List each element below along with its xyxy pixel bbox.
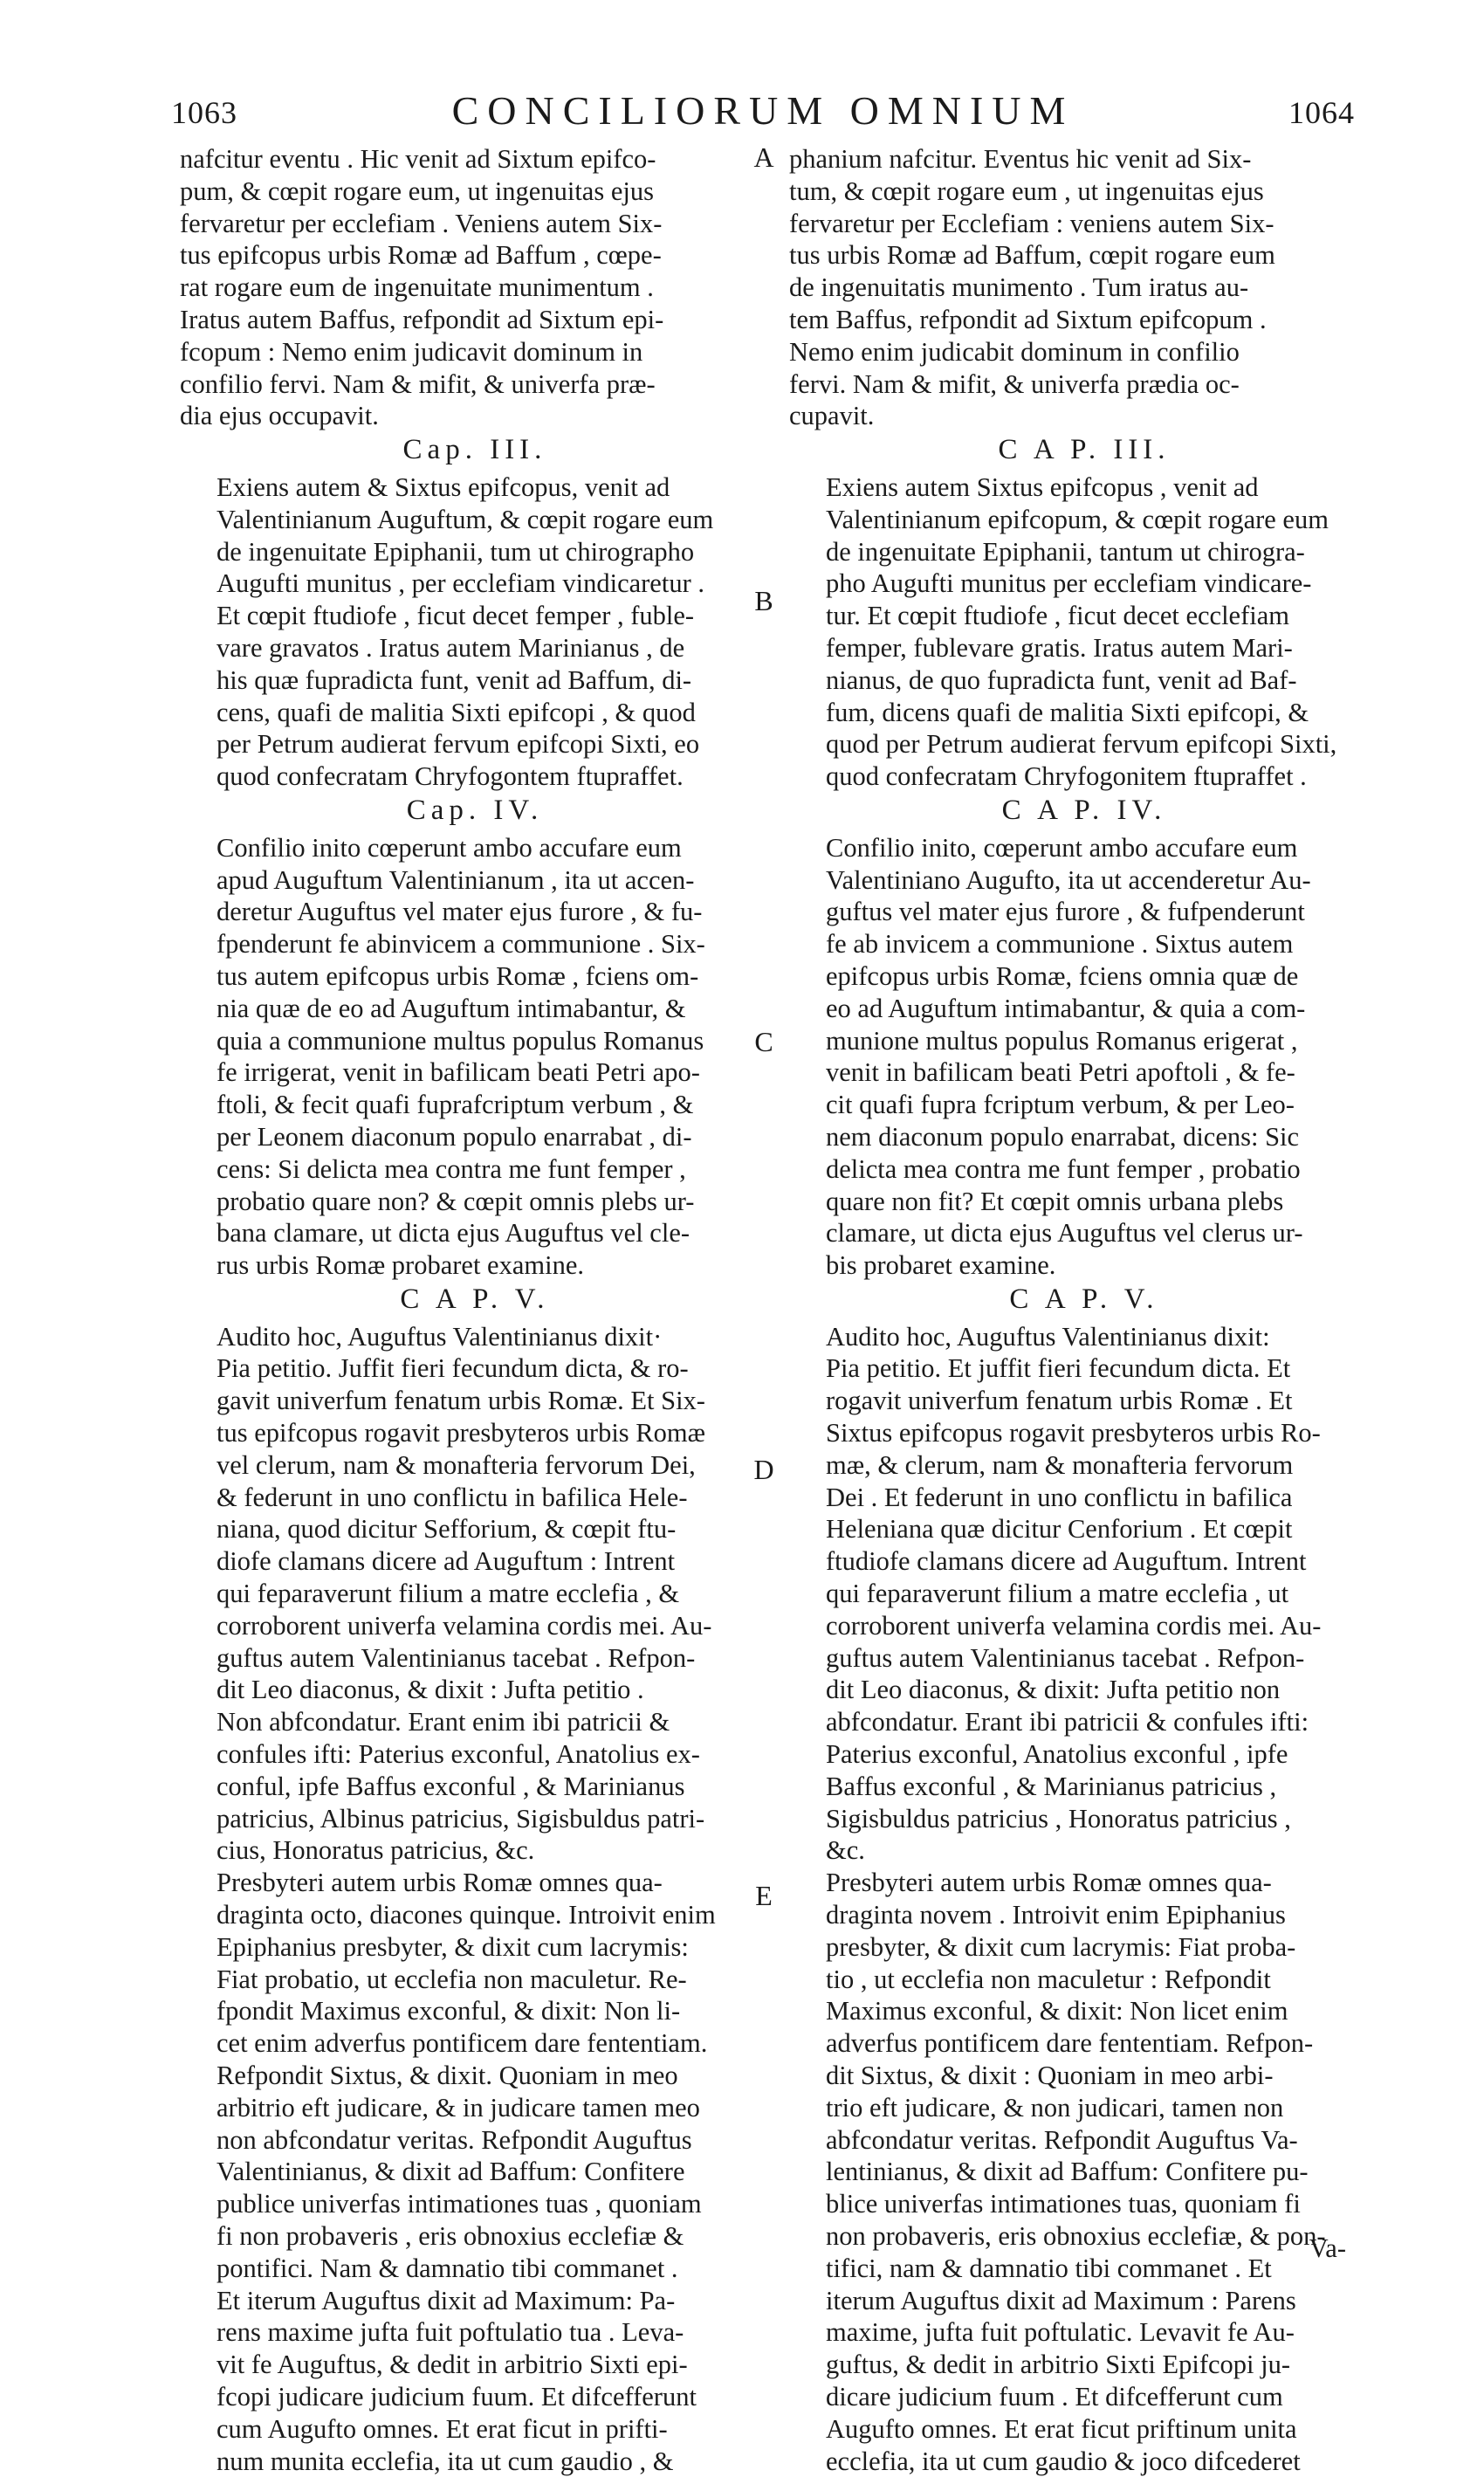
text-line: cit quafi fupra fcriptum verbum, & per Leo- — [826, 1090, 1295, 1120]
margin-letter-d: D — [753, 1454, 774, 1485]
text-line: draginta octo, diacones quinque. Introivit enim — [216, 1900, 716, 1930]
text-line: Confilio inito, cœperunt ambo accufare eum — [826, 832, 1298, 863]
text-line: nem diaconum populo enarrabat, dicens: Sic — [826, 1121, 1300, 1152]
text-line: Sixtus epifcopus rogavit presbyteros urbis Ro- — [826, 1418, 1321, 1448]
text-line: Exiens autem Sixtus epifcopus , venit ad — [826, 471, 1259, 502]
text-line: Valentinianum epifcopum, & cœpit rogare eum — [826, 504, 1329, 534]
text-line: dia ejus occupavit. — [180, 401, 379, 431]
text-line: per Leonem diaconum populo enarrabat , di- — [216, 1121, 692, 1152]
text-line: fpondit Maximus exconful, & dixit: Non li- — [216, 1996, 681, 2026]
text-line: iterum Auguftus dixit ad Maximum : Parens — [826, 2285, 1296, 2315]
text-line: rat rogare eum de ingenuitate munimentum . — [180, 272, 654, 303]
text-line: clamare, ut dicta ejus Auguftus vel clerus ur- — [826, 1218, 1303, 1249]
text-line: blice univerfas intimationes tuas, quoniam fi — [826, 2189, 1301, 2219]
text-line: Sigisbuldus patricius , Honoratus patricius , — [826, 1803, 1291, 1834]
text-line: qui feparaverunt filium a matre ecclefia , ut — [826, 1579, 1289, 1609]
text-line: tus epifcopus urbis Romæ ad Baffum , cœpe- — [180, 240, 662, 271]
text-line: dit Leo diaconus, & dixit : Jufta petitio . — [216, 1675, 644, 1705]
text-line: tem Baffus, refpondit ad Sixtum epifcopum . — [789, 304, 1267, 334]
text-line: guftus vel mater ejus furore , & fufpenderunt — [826, 897, 1305, 927]
text-line: guftus, & dedit in arbitrio Sixti Epifcopi ju- — [826, 2350, 1290, 2380]
text-line: diofe clamans dicere ad Auguftum : Intrent — [216, 1546, 676, 1577]
text-line: cius, Honoratus patricius, &c. — [216, 1835, 535, 1866]
text-line: fe ab invicem a communione . Sixtus autem — [826, 929, 1294, 960]
left-column — [180, 143, 770, 2477]
text-line: tus urbis Romæ ad Baffum, cœpit rogare eum — [789, 240, 1275, 271]
text-line: Augufto omnes. Et erat ficut priftinum unita — [826, 2413, 1297, 2444]
text-line: dicare judicium fuum . Et difcefferunt cum — [826, 2381, 1283, 2412]
text-line: de ingenuitatis munimento . Tum iratus au- — [789, 272, 1249, 303]
text-line: Presbyteri autem urbis Romæ omnes qua- — [216, 1868, 663, 1898]
text-line: Valentinianum Auguftum, & cœpit rogare eum — [216, 504, 714, 534]
text-line: num munita ecclefia, ita ut cum gaudio , & — [216, 2446, 674, 2476]
text-line: Et cœpit ftudiofe , ficut decet femper , fuble- — [216, 601, 695, 631]
left-paragraph-4 — [180, 1321, 770, 1868]
text-line: cens, quafi de malitia Sixti epifcopi , & quod — [216, 697, 696, 727]
text-line: apud Auguftum Valentinianum , ita ut accen- — [216, 864, 695, 895]
text-line: gavit univerfum fenatum urbis Romæ. Et Six- — [216, 1386, 705, 1416]
left-heading-cap-iii: Cap. III. — [402, 434, 547, 466]
text-line: Baffus exconful , & Marinianus patricius , — [826, 1771, 1277, 1801]
text-line: adverfus pontificem dare fententiam. Refpon- — [826, 2028, 1314, 2059]
page-number-left: 1063 — [171, 95, 237, 130]
right-paragraph-2 — [789, 471, 1379, 793]
text-line: fpenderunt fe abinvicem a communione . Six- — [216, 929, 705, 960]
right-heading-cap-iii: C A P. III. — [998, 434, 1171, 466]
text-line: quod confecratam Chryfogonitem ftupraffet . — [826, 761, 1307, 792]
text-line: munione multus populus Romanus erigerat , — [826, 1025, 1298, 1056]
text-line: Non abfcondatur. Erant enim ibi patricii & — [216, 1707, 670, 1737]
text-line: quia a communione multus populus Romanus — [216, 1025, 704, 1056]
text-line: confilio fervi. Nam & mifit, & univerfa præ- — [180, 368, 656, 399]
right-paragraph-3 — [789, 832, 1379, 1282]
text-line: fcopum : Nemo enim judicavit dominum in — [180, 336, 643, 367]
text-line: guftus autem Valentinianus tacebat . Refpon- — [216, 1642, 696, 1673]
text-line: presbyter, & dixit cum lacrymis: Fiat proba- — [826, 1931, 1296, 1962]
text-line: fe irrigerat, venit in bafilicam beati Petri apo- — [216, 1057, 700, 1088]
text-line: bis probaret examine. — [826, 1250, 1056, 1281]
margin-letter-e: E — [755, 1880, 773, 1911]
text-line: Augufti munitus , per ecclefiam vindicaretur . — [216, 568, 704, 599]
text-line: Et iterum Auguftus dixit ad Maximum: Pa- — [216, 2285, 676, 2315]
text-line: per Petrum audierat fervum epifcopi Sixti, eo — [216, 729, 700, 760]
text-line: fum, dicens quafi de malitia Sixti epifcopi, & — [826, 697, 1309, 727]
text-line: tifici, nam & damnatio tibi commanet . Et — [826, 2253, 1272, 2283]
text-line: deretur Auguftus vel mater ejus furore , & fu- — [216, 897, 703, 927]
text-line: dit Leo diaconus, & dixit: Jufta petitio non — [826, 1675, 1281, 1705]
text-line: niana, quod dicitur Sefforium, & cœpit ftu- — [216, 1514, 677, 1545]
text-line: quod per Petrum audierat fervum epifcopi Sixti, — [826, 729, 1337, 760]
text-line: nia quæ de eo ad Auguftum intimabantur, & — [216, 993, 686, 1023]
left-paragraph-1 — [180, 143, 770, 432]
text-line: Audito hoc, Auguftus Valentinianus dixit: — [826, 1321, 1270, 1352]
text-line: fervaretur per ecclefiam . Veniens autem Six- — [180, 208, 663, 238]
text-line: rogavit univerfum fenatum urbis Romæ . Et — [826, 1386, 1293, 1416]
text-line: epifcopus urbis Romæ, fciens omnia quæ de — [826, 960, 1299, 991]
text-line: corroborent univerfa velamina cordis mei. Au- — [216, 1610, 712, 1641]
text-line: nianus, de quo fupradicta funt, venit ad Baf- — [826, 664, 1297, 695]
text-line: vel clerum, nam & monafteria fervorum Dei, — [216, 1449, 696, 1480]
text-line: dit Sixtus, & dixit : Quoniam in meo arbi- — [826, 2061, 1274, 2091]
text-line: fi non probaveris , eris obnoxius ecclefiæ & — [216, 2221, 684, 2251]
margin-letter-a: A — [753, 141, 774, 173]
text-line: nafcitur eventu . Hic venit ad Sixtum epifco- — [180, 144, 656, 174]
left-heading-cap-v: C A P. V. — [400, 1283, 550, 1315]
left-paragraph-5 — [180, 1867, 770, 2477]
text-line: Iratus autem Baffus, refpondit ad Sixtum epi- — [180, 304, 664, 334]
text-line: pum, & cœpit rogare eum, ut ingenuitas ejus — [180, 175, 654, 206]
text-line: Fiat probatio, ut ecclefia non maculetur. Re- — [216, 1964, 687, 1994]
text-line: bana clamare, ut dicta ejus Auguftus vel cle- — [216, 1218, 690, 1249]
right-heading-cap-v: C A P. V. — [1009, 1283, 1159, 1315]
text-line: tus autem epifcopus urbis Romæ , fciens om- — [216, 960, 699, 991]
text-line: publice univerfas intimationes tuas , quoniam — [216, 2189, 702, 2219]
text-line: patricius, Albinus patricius, Sigisbuldus patri- — [216, 1803, 705, 1834]
text-line: Maximus exconful, & dixit: Non licet enim — [826, 1996, 1288, 2026]
text-line: Epiphanius presbyter, & dixit cum lacrymis: — [216, 1931, 689, 1962]
right-heading-cap-iv: C A P. IV. — [1001, 794, 1167, 826]
text-line: cens: Si delicta mea contra me funt femper , — [216, 1153, 686, 1184]
text-line: fervaretur per Ecclefiam : veniens autem Six- — [789, 208, 1274, 238]
text-line: Valentinianus, & dixit ad Baffum: Confitere — [216, 2157, 685, 2187]
left-paragraph-3 — [180, 832, 770, 1282]
text-line: Nemo enim judicabit dominum in confilio — [789, 336, 1240, 367]
text-line: Exiens autem & Sixtus epifcopus, venit ad — [216, 471, 670, 502]
text-line: probatio quare non? & cœpit omnis plebs ur- — [216, 1186, 695, 1216]
text-line: vit fe Auguftus, & dedit in arbitrio Sixti epi- — [216, 2350, 688, 2380]
text-line: tus epifcopus rogavit presbyteros urbis Romæ — [216, 1418, 705, 1448]
text-line: pho Augufti munitus per ecclefiam vindicare- — [826, 568, 1312, 599]
right-paragraph-5 — [789, 1867, 1379, 2477]
text-line: delicta mea contra me funt femper , probatio — [826, 1153, 1301, 1184]
text-line: venit in bafilicam beati Petri apoftoli , & fe- — [826, 1057, 1295, 1088]
text-line: fcopi judicare judicium fuum. Et difcefferunt — [216, 2381, 697, 2412]
text-line: vare gravatos . Iratus autem Marinianus , de — [216, 632, 685, 663]
text-line: trio eft judicare, & non judicari, tamen non — [826, 2092, 1284, 2123]
text-line: mæ, & clerum, nam & monafteria fervorum — [826, 1449, 1294, 1480]
text-line: femper, fublevare gratis. Iratus autem Mari- — [826, 632, 1293, 663]
text-line: quare non fit? Et cœpit omnis urbana plebs — [826, 1186, 1284, 1216]
right-column — [789, 143, 1379, 2477]
text-line: non abfcondatur veritas. Refpondit Auguftus — [216, 2124, 692, 2155]
text-line: Confilio inito cœperunt ambo accufare eum — [216, 832, 682, 863]
right-paragraph-1 — [789, 143, 1379, 432]
text-line: Pia petitio. Juffit fieri fecundum dicta, & ro- — [216, 1353, 689, 1384]
page-number-right: 1064 — [1288, 95, 1355, 130]
text-line: Refpondit Sixtus, & dixit. Quoniam in meo — [216, 2061, 678, 2091]
text-line: Pia petitio. Et juffit fieri fecundum dicta. Et — [826, 1353, 1291, 1384]
text-line: pontifici. Nam & damnatio tibi commanet . — [216, 2253, 678, 2283]
text-line: tur. Et cœpit ftudiofe , ficut decet ecclefiam — [826, 601, 1289, 631]
text-line: cupavit. — [789, 401, 875, 431]
text-line: eo ad Auguftum intimabantur, & quia a com- — [826, 993, 1306, 1023]
margin-letter-b: B — [754, 585, 773, 616]
text-line: lentinianus, & dixit ad Baffum: Confitere pu- — [826, 2157, 1309, 2187]
text-line: Dei . Et federunt in uno conflictu in bafilica — [826, 1482, 1293, 1512]
text-line: phanium nafcitur. Eventus hic venit ad Six- — [789, 144, 1252, 174]
text-line: Valentiniano Augufto, ita ut accenderetur Au- — [826, 864, 1311, 895]
text-line: arbitrio eft judicare, & in judicare tamen meo — [216, 2092, 700, 2123]
text-line: Paterius exconful, Anatolius exconful , ipfe — [826, 1739, 1288, 1770]
text-line: draginta novem . Introivit enim Epiphanius — [826, 1900, 1286, 1930]
text-line: rens maxime jufta fuit poftulatio tua . Leva- — [216, 2317, 684, 2348]
text-line: Audito hoc, Auguftus Valentinianus dixit· — [216, 1321, 663, 1352]
header-title: CONCILIORUM OMNIUM — [451, 88, 1075, 133]
text-line: non probaveris, eris obnoxius ecclefiæ, & pon- — [826, 2221, 1326, 2251]
text-line: fervi. Nam & mifit, & univerfa prædia oc- — [789, 368, 1240, 399]
text-line: ftudiofe clamans dicere ad Auguftum. Intrent — [826, 1546, 1307, 1577]
text-line: Presbyteri autem urbis Romæ omnes qua- — [826, 1868, 1272, 1898]
right-paragraph-4 — [789, 1321, 1379, 1868]
catchword: Va- — [1309, 2233, 1346, 2263]
margin-letter-c: C — [754, 1026, 773, 1057]
text-line: ecclefia, ita ut cum gaudio & joco difcederet — [826, 2446, 1301, 2476]
text-line: abfcondatur veritas. Refpondit Auguftus Va- — [826, 2124, 1298, 2155]
text-line: conful, ipfe Baffus exconful , & Marinianus — [216, 1771, 685, 1801]
left-paragraph-2 — [180, 471, 770, 793]
text-line: cet enim adverfus pontificem dare fententiam. — [216, 2028, 708, 2059]
text-line: his quæ fupradicta funt, venit ad Baffum, di- — [216, 664, 692, 695]
text-line: abfcondatur. Erant ibi patricii & confules ifti: — [826, 1707, 1309, 1737]
text-line: confules ifti: Paterius exconful, Anatolius ex- — [216, 1739, 700, 1770]
text-line: de ingenuitate Epiphanii, tum ut chirographo — [216, 536, 695, 567]
text-line: quod confecratam Chryfogontem ftupraffet. — [216, 761, 684, 792]
text-line: tio , ut ecclefia non maculetur : Refpondit — [826, 1964, 1271, 1994]
text-line: & federunt in uno conflictu in bafilica Hele- — [216, 1482, 688, 1512]
text-line: cum Augufto omnes. Et erat ficut in prifti- — [216, 2413, 668, 2444]
left-heading-cap-iv: Cap. IV. — [406, 794, 544, 826]
running-head — [171, 87, 1355, 140]
text-line: tum, & cœpit rogare eum , ut ingenuitas ejus — [789, 175, 1264, 206]
text-line: guftus autem Valentinianus tacebat . Refpon- — [826, 1642, 1305, 1673]
text-line: rus urbis Romæ probaret examine. — [216, 1250, 584, 1281]
text-line: Heleniana quæ dicitur Cenforium . Et cœpit — [826, 1514, 1293, 1545]
text-line: ftoli, & fecit quafi fuprafcriptum verbum , & — [216, 1090, 694, 1120]
text-line: maxime, jufta fuit poftulatic. Levavit fe Au- — [826, 2317, 1295, 2348]
text-line: de ingenuitate Epiphanii, tantum ut chirogra- — [826, 536, 1305, 567]
text-line: &c. — [826, 1835, 865, 1866]
text-line: corroborent univerfa velamina cordis mei. Au- — [826, 1610, 1322, 1641]
text-line: qui feparaverunt filium a matre ecclefia , & — [216, 1579, 680, 1609]
